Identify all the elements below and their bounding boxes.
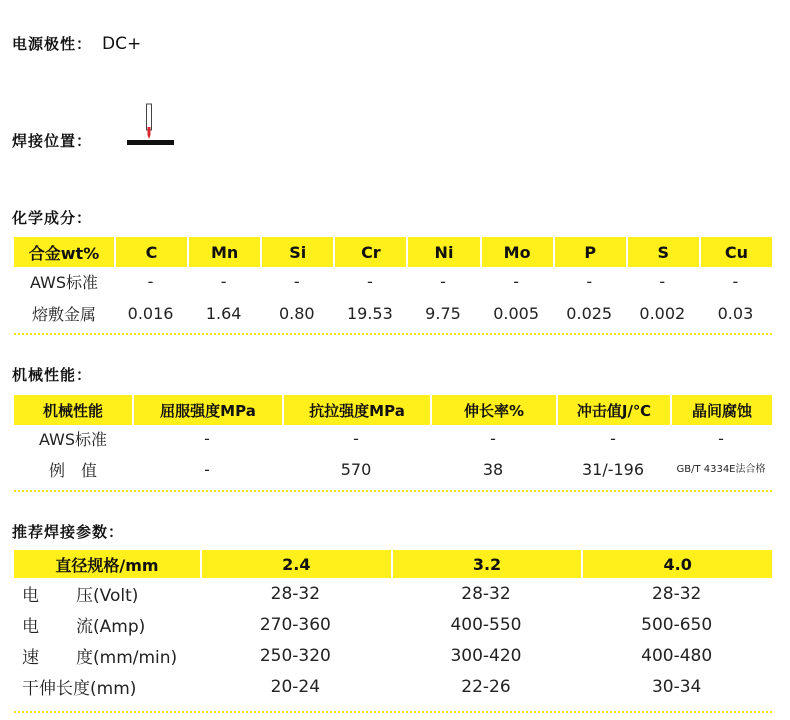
table-cell: 19.53: [346, 303, 393, 323]
row-label-part: 速: [22, 648, 39, 668]
table-cell: -: [440, 271, 446, 291]
header-cell: 直径规格/mm: [14, 550, 200, 578]
table-cell: 270-360: [259, 614, 331, 635]
header-cell: S: [626, 237, 699, 267]
row-label-part: 流(Amp): [76, 617, 146, 637]
row-label: [14, 671, 200, 702]
row-label: [14, 640, 200, 671]
header-cell: 伸长率%: [430, 395, 556, 425]
polarity-line: [12, 33, 141, 54]
header-cell: Ni: [406, 237, 479, 267]
chemistry-table: [14, 237, 772, 331]
table-cell: -: [732, 271, 739, 291]
mechanical-header-row: [14, 395, 772, 425]
table-cell: 500-650: [641, 614, 713, 635]
table-cell: -: [366, 271, 373, 291]
table-cell: 0.005: [493, 303, 539, 323]
table-cell: -: [204, 428, 210, 448]
header-cell: 机械性能: [14, 395, 132, 425]
welding-table: [14, 550, 772, 702]
table-cell: 28-32: [651, 583, 702, 604]
table-cell: 30-34: [651, 676, 702, 697]
header-cell: Mo: [480, 237, 553, 267]
position-label: 焊接位置：: [12, 132, 93, 150]
table-cell: 400-550: [450, 614, 522, 635]
table-cell: -: [490, 428, 496, 448]
dotted-divider: [14, 333, 772, 335]
table-cell: 22-26: [461, 676, 511, 697]
header-cell: 冲击值J/℃: [556, 395, 670, 425]
table-cell: 31/-196: [581, 459, 645, 479]
table-cell: -: [610, 428, 616, 448]
table-cell: 570: [340, 459, 372, 479]
table-cell: -: [659, 271, 666, 291]
table-row: [14, 425, 772, 451]
table-cell: 300-420: [450, 645, 522, 666]
row-label-part: 压(Volt): [76, 586, 139, 606]
table-cell: -: [220, 271, 227, 291]
table-row: [14, 640, 772, 671]
welding-position-icon: [127, 103, 177, 149]
table-cell: -: [293, 271, 300, 291]
header-cell: Mn: [187, 237, 260, 267]
table-cell: 20-24: [270, 676, 321, 697]
dotted-divider: [14, 490, 772, 492]
table-cell: 9.75: [425, 303, 461, 323]
table-cell: 400-480: [641, 645, 713, 666]
header-cell: 合金wt%: [14, 237, 114, 267]
table-row: [14, 671, 772, 702]
table-cell: 0.80: [278, 303, 315, 323]
row-label: AWS标准: [29, 272, 99, 292]
row-label: [14, 578, 200, 609]
table-cell: 38: [482, 459, 504, 479]
table-cell: -: [718, 428, 724, 448]
table-row: [14, 578, 772, 609]
table-row: [14, 267, 772, 295]
chemistry-header-row: [14, 237, 772, 267]
polarity-value: DC+: [102, 34, 142, 54]
table-cell: 0.025: [566, 303, 613, 323]
row-label: [14, 609, 200, 640]
table-cell: GB/T 4334E法合格: [676, 463, 766, 475]
row-label-part: 电: [22, 617, 39, 637]
table-cell: 28-32: [461, 583, 511, 604]
header-cell: 4.0: [581, 550, 772, 578]
header-cell: Cr: [333, 237, 406, 267]
table-row: [14, 295, 772, 331]
header-cell: 3.2: [391, 550, 582, 578]
table-cell: -: [586, 271, 593, 291]
table-cell: 0.03: [717, 303, 754, 323]
table-cell: 1.64: [205, 303, 242, 323]
header-cell: 屈服强度MPa: [132, 395, 282, 425]
welding-title: 推荐焊接参数：: [12, 523, 125, 541]
table-cell: -: [204, 459, 210, 479]
mechanical-title: 机械性能：: [12, 366, 93, 384]
header-cell: Si: [260, 237, 333, 267]
table-row: [14, 451, 772, 487]
table-cell: 0.016: [127, 303, 174, 323]
table-cell: 28-32: [270, 583, 321, 604]
table-cell: -: [513, 271, 519, 291]
header-cell: Cu: [699, 237, 772, 267]
row-label-part: 电: [22, 586, 39, 606]
table-cell: 250-320: [259, 645, 331, 666]
chemistry-title: 化学成分：: [12, 209, 93, 227]
header-cell: C: [114, 237, 187, 267]
polarity-label: 电源极性：: [12, 35, 93, 53]
table-cell: -: [353, 428, 359, 448]
row-label-part: 度(mm/min): [76, 648, 178, 668]
row-label: AWS标准: [38, 429, 108, 449]
table-cell: -: [147, 271, 154, 291]
row-label: 例 值: [48, 460, 97, 480]
welding-header-row: [14, 550, 772, 578]
table-row: [14, 609, 772, 640]
header-cell: 抗拉强度MPa: [282, 395, 430, 425]
row-label-part: 干伸长度(mm): [22, 679, 137, 699]
mechanical-table: [14, 395, 772, 487]
header-cell: 2.4: [200, 550, 391, 578]
header-cell: P: [553, 237, 626, 267]
table-cell: 0.002: [639, 303, 686, 323]
dotted-divider: [14, 711, 772, 713]
header-cell: 晶间腐蚀: [670, 395, 772, 425]
row-label: 熔敷金属: [31, 304, 96, 324]
